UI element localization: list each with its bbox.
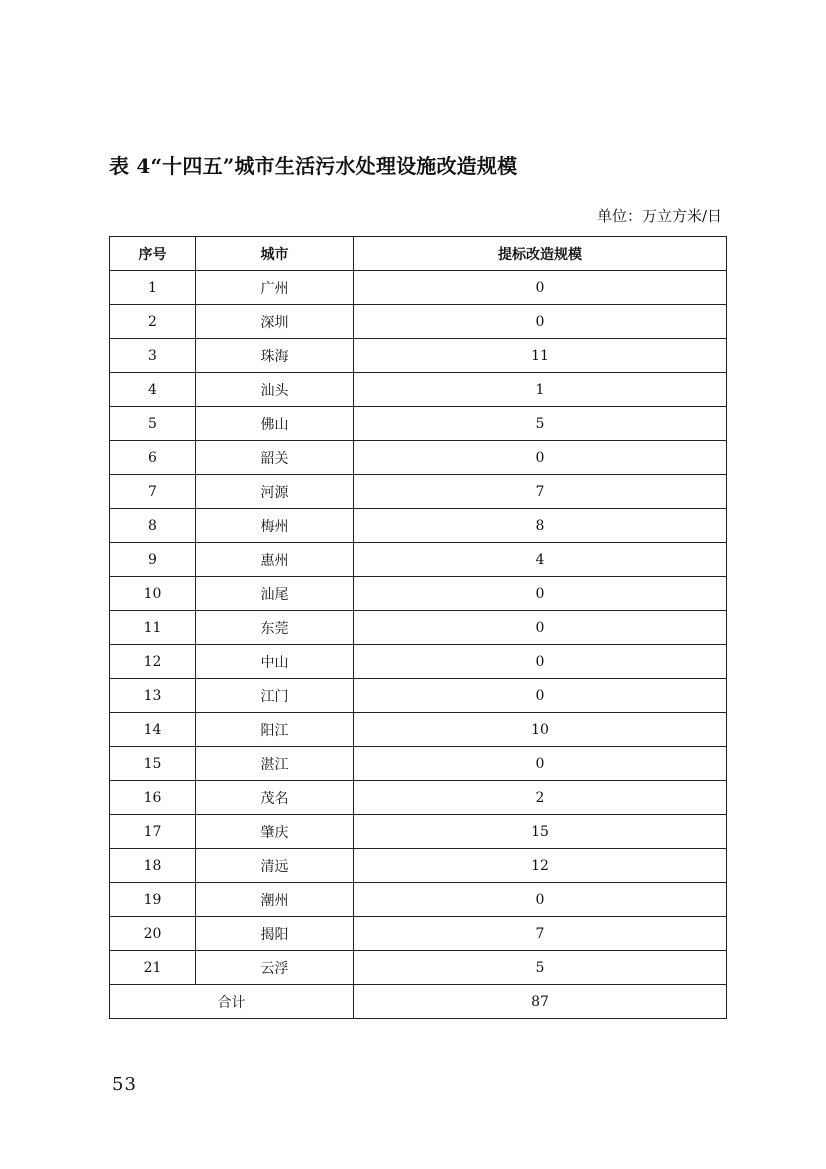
scale-cell: 0 (354, 577, 727, 611)
table-row (110, 849, 727, 883)
total-row (110, 985, 727, 1019)
scale-cell: 0 (354, 271, 727, 305)
scale-cell: 0 (354, 611, 727, 645)
table-row (110, 679, 727, 713)
scale-cell: 1 (354, 373, 727, 407)
table-row (110, 713, 727, 747)
city-cell: 揭阳 (196, 917, 354, 951)
row-number-cell: 2 (110, 305, 196, 339)
table-row (110, 543, 727, 577)
row-number-cell: 17 (110, 815, 196, 849)
city-cell: 汕头 (196, 373, 354, 407)
header-city: 城市 (196, 237, 354, 271)
table-body (110, 271, 727, 985)
city-cell: 惠州 (196, 543, 354, 577)
city-cell: 东莞 (196, 611, 354, 645)
scale-cell: 5 (354, 407, 727, 441)
row-number-cell: 20 (110, 917, 196, 951)
table-row (110, 951, 727, 985)
row-number-cell: 21 (110, 951, 196, 985)
scale-cell: 10 (354, 713, 727, 747)
row-number-cell: 4 (110, 373, 196, 407)
city-cell: 广州 (196, 271, 354, 305)
city-cell: 潮州 (196, 883, 354, 917)
scale-cell: 7 (354, 917, 727, 951)
table-row (110, 271, 727, 305)
city-cell: 茂名 (196, 781, 354, 815)
row-number-cell: 16 (110, 781, 196, 815)
total-value: 87 (354, 985, 727, 1019)
city-cell: 江门 (196, 679, 354, 713)
table-row (110, 781, 727, 815)
header-no: 序号 (110, 237, 196, 271)
row-number-cell: 9 (110, 543, 196, 577)
row-number-cell: 15 (110, 747, 196, 781)
scale-cell: 0 (354, 883, 727, 917)
row-number-cell: 6 (110, 441, 196, 475)
row-number-cell: 18 (110, 849, 196, 883)
table-row (110, 509, 727, 543)
table-row (110, 645, 727, 679)
table-row (110, 305, 727, 339)
row-number-cell: 13 (110, 679, 196, 713)
scale-cell: 2 (354, 781, 727, 815)
city-cell: 佛山 (196, 407, 354, 441)
table-header-row (110, 237, 727, 271)
table-row (110, 339, 727, 373)
table-row (110, 577, 727, 611)
header-scale: 提标改造规模 (354, 237, 727, 271)
scale-cell: 0 (354, 645, 727, 679)
row-number-cell: 11 (110, 611, 196, 645)
table-row (110, 475, 727, 509)
city-cell: 湛江 (196, 747, 354, 781)
row-number-cell: 8 (110, 509, 196, 543)
total-label: 合计 (110, 985, 354, 1019)
table-row (110, 747, 727, 781)
scale-cell: 0 (354, 441, 727, 475)
row-number-cell: 5 (110, 407, 196, 441)
page-number: 53 (112, 1074, 137, 1095)
table-row (110, 611, 727, 645)
city-cell: 韶关 (196, 441, 354, 475)
scale-cell: 11 (354, 339, 727, 373)
scale-cell: 0 (354, 747, 727, 781)
table-row (110, 917, 727, 951)
city-cell: 河源 (196, 475, 354, 509)
row-number-cell: 3 (110, 339, 196, 373)
unit-note: 单位：万立方米/日 (596, 207, 722, 225)
city-cell: 珠海 (196, 339, 354, 373)
row-number-cell: 12 (110, 645, 196, 679)
table-row (110, 883, 727, 917)
row-number-cell: 10 (110, 577, 196, 611)
table-row (110, 815, 727, 849)
city-cell: 深圳 (196, 305, 354, 339)
table-row (110, 441, 727, 475)
row-number-cell: 1 (110, 271, 196, 305)
scale-cell: 0 (354, 305, 727, 339)
row-number-cell: 7 (110, 475, 196, 509)
table-title: 表 4“十四五”城市生活污水处理设施改造规模 (109, 154, 518, 178)
row-number-cell: 14 (110, 713, 196, 747)
city-cell: 阳江 (196, 713, 354, 747)
scale-cell: 12 (354, 849, 727, 883)
scale-cell: 0 (354, 679, 727, 713)
table-row (110, 407, 727, 441)
scale-cell: 5 (354, 951, 727, 985)
city-cell: 肇庆 (196, 815, 354, 849)
table-row (110, 373, 727, 407)
city-cell: 梅州 (196, 509, 354, 543)
city-cell: 云浮 (196, 951, 354, 985)
city-cell: 汕尾 (196, 577, 354, 611)
row-number-cell: 19 (110, 883, 196, 917)
sewage-treatment-table (109, 236, 727, 1019)
city-cell: 清远 (196, 849, 354, 883)
scale-cell: 15 (354, 815, 727, 849)
scale-cell: 8 (354, 509, 727, 543)
city-cell: 中山 (196, 645, 354, 679)
scale-cell: 4 (354, 543, 727, 577)
scale-cell: 7 (354, 475, 727, 509)
